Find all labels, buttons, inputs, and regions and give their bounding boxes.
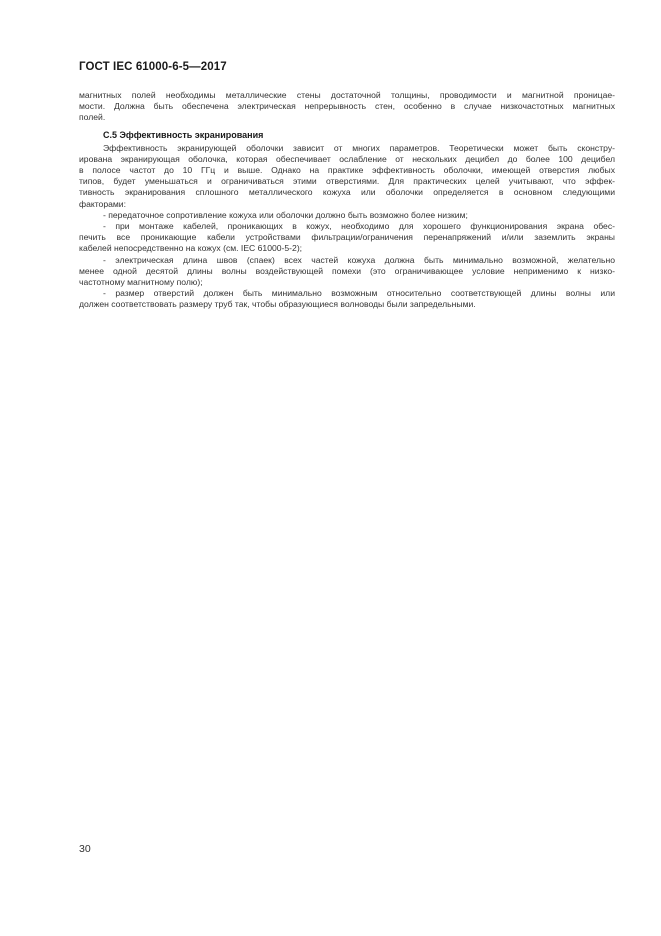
text-line: кабелей непосредственно на кожух (см. IEC 61000-5-2); — [79, 243, 303, 254]
text-line: мости. Должна быть обеспечена электрическая непрерывность стен, особенно в случае низкочастотных магнитных — [79, 101, 615, 112]
factor-list — [79, 210, 615, 311]
text-line: - при монтаже кабелей, проникающих в кожух, необходимо для хорошего функционирования экрана обес- — [103, 221, 615, 232]
text-line: типов, будет уменьшаться и ограничиваться этими отверстиями. Для практических целей учитывают, что эффек- — [79, 176, 615, 187]
list-item — [79, 221, 615, 255]
page-body — [79, 90, 615, 311]
text-line: - электрическая длина швов (спаек) всех частей кожуха должна быть минимально возможной, желательно — [103, 254, 615, 265]
list-item — [79, 288, 615, 310]
text-line: частотному магнитному полю); — [79, 277, 203, 288]
text-line: должен соответствовать размеру труб так, чтобы образующиеся волноводы были запредельными. — [79, 299, 476, 310]
intro-paragraph — [79, 90, 615, 124]
text-line: менее одной десятой длины волны воздействующей помехи (это ограничивающее условие неприменимо к низко- — [79, 265, 615, 276]
text-line: - размер отверстий должен быть минимально возможным относительно соответствующей длины волны или — [103, 288, 615, 299]
page-number: 30 — [79, 843, 91, 855]
section-title: С.5 Эффективность экранирования — [103, 129, 264, 140]
document-header-id: ГОСТ IEC 61000-6-5—2017 — [79, 61, 227, 73]
section-paragraph — [79, 143, 615, 210]
text-line: печить все проникающие кабели устройствами фильтрации/ограничения перенапряжений и/или заземлить экраны — [79, 232, 615, 243]
list-item — [79, 210, 615, 221]
text-line: в полосе частот до 10 ГГц и выше. Однако на практике эффективность оболочки, имеющей отверстия любых — [79, 165, 615, 176]
text-line: тивность экранирования сплошного металлического кожуха или оболочки определяется в основном следующими — [79, 187, 615, 198]
text-line: полей. — [79, 112, 106, 123]
text-line: - передаточное сопротивление кожуха или оболочки должно быть возможно более низким; — [103, 209, 468, 220]
text-line: факторами: — [79, 198, 126, 209]
list-item — [79, 255, 615, 289]
text-line: ирована экранирующая оболочка, которая обеспечивает ослабление от нескольких децибел до более 100 децибел — [79, 153, 615, 164]
text-line: магнитных полей необходимы металлические стены достаточной толщины, проводимости и магнитной проницае- — [79, 90, 615, 100]
text-line: Эффективность экранирующей оболочки зависит от многих параметров. Теоретически может быть сконстру- — [103, 142, 615, 153]
